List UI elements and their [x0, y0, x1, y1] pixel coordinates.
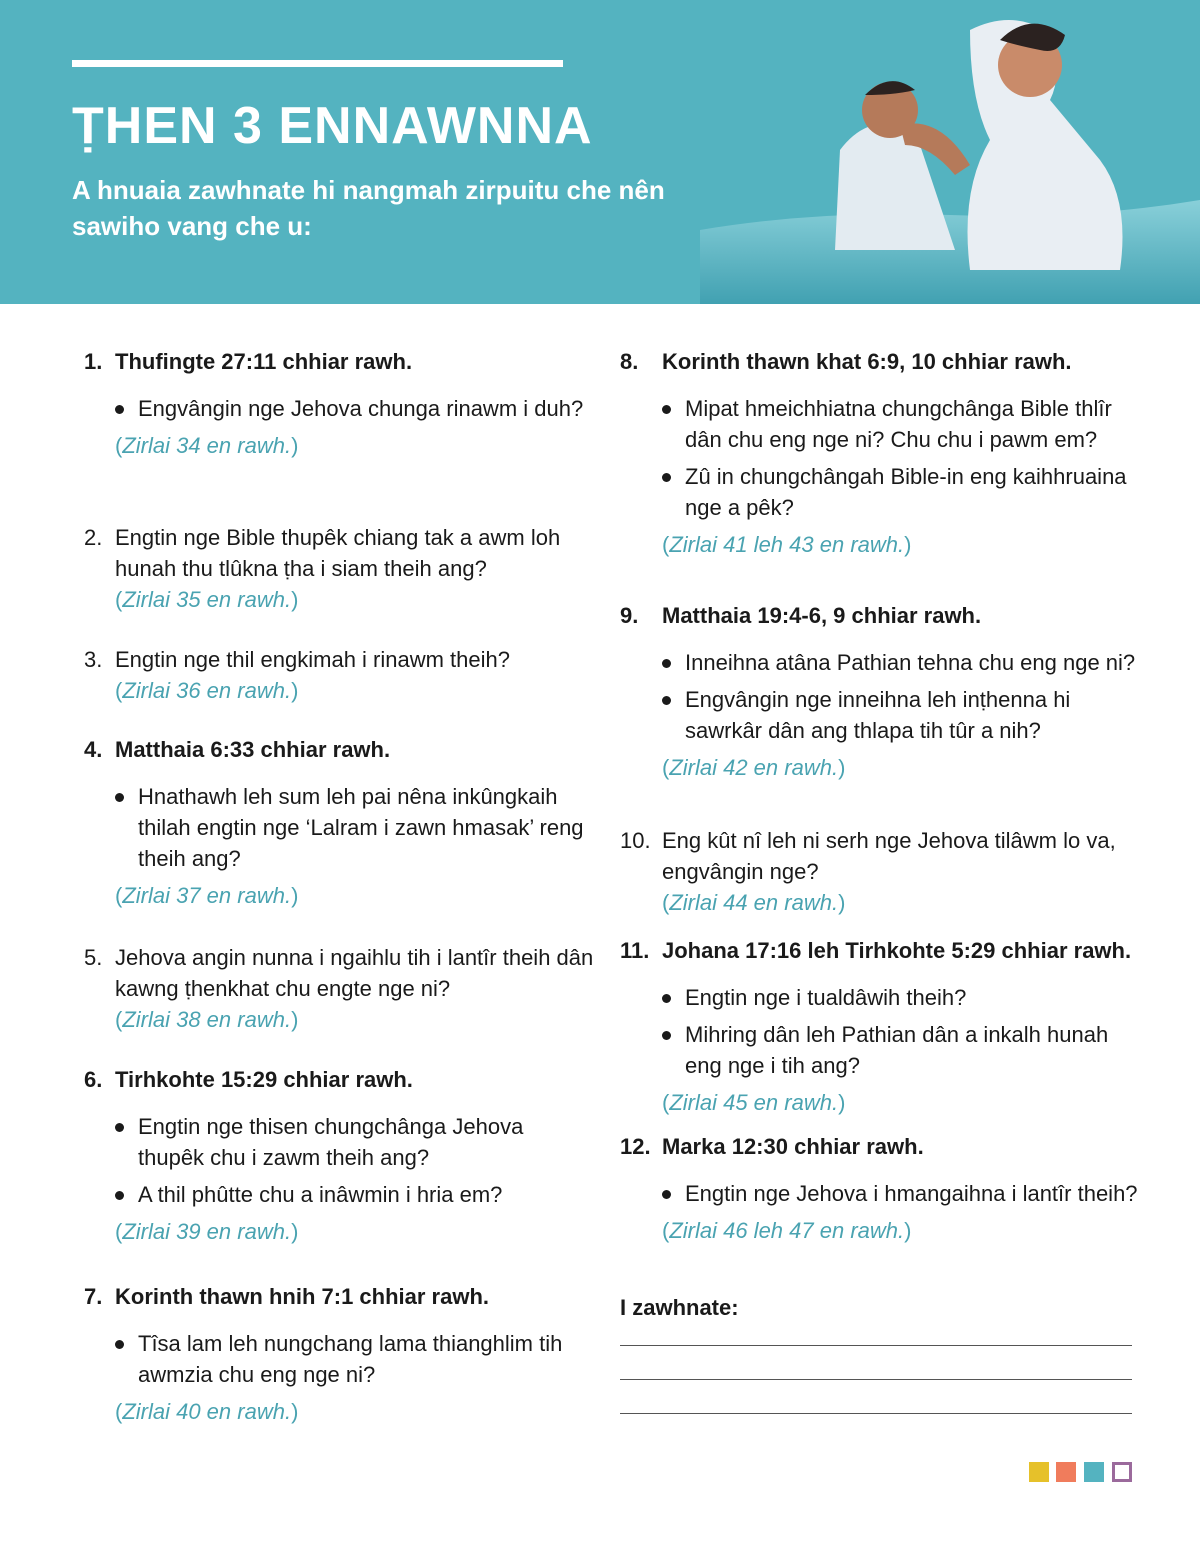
question-number: 8. [620, 349, 639, 374]
question-heading: Eng kût nî leh ni serh nge Jehova tilâwm lo va, engvângin nge? [662, 828, 1116, 884]
header-banner [0, 0, 1200, 304]
question-heading: Korinth thawn khat 6:9, 10 chhiar rawh. [662, 349, 1072, 374]
question-heading: Marka 12:30 chhiar rawh. [662, 1134, 924, 1159]
page-subtitle: A hnuaia zawhnate hi nangmah zirpuitu che nên sawiho vang che u: [72, 175, 665, 241]
question-heading: Thufingte 27:11 chhiar rawh. [115, 349, 413, 374]
question-1 [84, 346, 594, 461]
question-number: 9. [620, 603, 639, 628]
question-12 [620, 1131, 1140, 1246]
question-heading: Korinth thawn hnih 7:1 chhiar rawh. [115, 1284, 490, 1309]
bullet-item: A thil phûtte chu a inâwmin i hria em? [115, 1179, 594, 1210]
question-3 [84, 644, 594, 706]
yellow-square-icon [1029, 1462, 1049, 1482]
reference-text: Zirlai 44 en rawh. [669, 890, 839, 915]
note-line [620, 1379, 1132, 1380]
question-7 [84, 1281, 594, 1427]
reference-text: Zirlai 37 en rawh. [122, 883, 292, 908]
bullet-item: Inneihna atâna Pathian tehna chu eng nge ni? [662, 647, 1140, 678]
reference-text: Zirlai 38 en rawh. [122, 1007, 292, 1032]
bullet-item: Engvângin nge Jehova chunga rinawm i duh? [115, 393, 594, 424]
reference-link[interactable]: (Zirlai 44 en rawh.) [662, 890, 846, 915]
question-8 [620, 346, 1140, 560]
question-number: 7. [84, 1284, 103, 1309]
question-number: 11. [620, 938, 650, 963]
reference-link[interactable]: (Zirlai 42 en rawh.) [662, 755, 846, 780]
question-6 [84, 1064, 594, 1247]
reference-text: Zirlai 35 en rawh. [122, 587, 292, 612]
reference-text: Zirlai 41 leh 43 en rawh. [669, 532, 905, 557]
bullet-list [115, 393, 594, 424]
bullet-list [115, 1328, 594, 1390]
purple-outline-square-icon [1112, 1462, 1132, 1482]
reference-text: Zirlai 39 en rawh. [122, 1219, 292, 1244]
reference-text: Zirlai 42 en rawh. [669, 755, 839, 780]
baptism-illustration [700, 0, 1200, 304]
question-heading: Tirhkohte 15:29 chhiar rawh. [115, 1067, 413, 1092]
question-2 [84, 522, 594, 615]
reference-text: Zirlai 46 leh 47 en rawh. [669, 1218, 905, 1243]
bullet-item: Mipat hmeichhiatna chungchânga Bible thlîr dân chu eng nge ni? Chu chu i pawm em? [662, 393, 1140, 455]
bullet-item: Engtin nge thisen chungchânga Jehova thupêk chu i zawm theih ang? [115, 1111, 594, 1173]
reference-link[interactable]: (Zirlai 38 en rawh.) [115, 1007, 299, 1032]
bullet-item: Engtin nge i tualdâwih theih? [662, 982, 1140, 1013]
reference-link[interactable]: (Zirlai 37 en rawh.) [115, 883, 299, 908]
bullet-list [662, 393, 1140, 523]
reference-link[interactable]: (Zirlai 39 en rawh.) [115, 1219, 299, 1244]
question-number: 2. [84, 525, 103, 550]
bullet-list [662, 647, 1140, 746]
question-number: 5. [84, 945, 103, 970]
bullet-list [115, 1111, 594, 1210]
note-line [620, 1413, 1132, 1414]
question-heading: Matthaia 19:4-6, 9 chhiar rawh. [662, 603, 982, 628]
page-title: ṬHEN 3 ENNAWNNA [72, 97, 593, 155]
note-line [620, 1345, 1132, 1346]
question-4 [84, 734, 594, 911]
orange-square-icon [1056, 1462, 1076, 1482]
reference-text: Zirlai 36 en rawh. [122, 678, 292, 703]
notes-label: I zawhnate: [620, 1295, 739, 1320]
teal-square-icon [1084, 1462, 1104, 1482]
reference-text: Zirlai 34 en rawh. [122, 433, 292, 458]
reference-link[interactable]: (Zirlai 36 en rawh.) [115, 678, 299, 703]
question-number: 6. [84, 1067, 103, 1092]
reference-link[interactable]: (Zirlai 34 en rawh.) [115, 433, 299, 458]
reference-link[interactable]: (Zirlai 41 leh 43 en rawh.) [662, 532, 912, 557]
question-11 [620, 935, 1140, 1118]
question-heading: Jehova angin nunna i ngaihlu tih i lantîr theih dân kawng ṭhenkhat chu engte nge ni? [115, 945, 594, 1001]
question-number: 10. [620, 828, 651, 853]
question-9 [620, 600, 1140, 783]
bullet-list [662, 982, 1140, 1081]
reference-text: Zirlai 40 en rawh. [122, 1399, 292, 1424]
question-5 [84, 942, 594, 1035]
reference-link[interactable]: (Zirlai 40 en rawh.) [115, 1399, 299, 1424]
reference-link[interactable]: (Zirlai 35 en rawh.) [115, 587, 299, 612]
bullet-list [662, 1178, 1140, 1209]
question-number: 4. [84, 737, 103, 762]
question-10 [620, 825, 1140, 918]
reference-text: Zirlai 45 en rawh. [669, 1090, 839, 1115]
question-heading: Engtin nge Bible thupêk chiang tak a awm loh hunah thu tlûkna ṭha i siam theih ang? [115, 525, 561, 581]
header-rule [72, 60, 563, 67]
notes-section [620, 1295, 1132, 1414]
bullet-item: Tîsa lam leh nungchang lama thianghlim tih awmzia chu eng nge ni? [115, 1328, 594, 1390]
bullet-item: Engtin nge Jehova i hmangaihna i lantîr theih? [662, 1178, 1140, 1209]
question-number: 3. [84, 647, 103, 672]
reference-link[interactable]: (Zirlai 46 leh 47 en rawh.) [662, 1218, 912, 1243]
reference-link[interactable]: (Zirlai 45 en rawh.) [662, 1090, 846, 1115]
question-heading: Matthaia 6:33 chhiar rawh. [115, 737, 391, 762]
bullet-item: Engvângin nge inneihna leh inṭhenna hi sawrkâr dân ang thlapa tih tûr a nih? [662, 684, 1140, 746]
bullet-item: Zû in chungchângah Bible-in eng kaihhruaina nge a pêk? [662, 461, 1140, 523]
bullet-item: Hnathawh leh sum leh pai nêna inkûngkaih thilah engtin nge ‘Lalram i zawn hmasak’ reng theih ang? [115, 781, 594, 874]
question-number: 12. [620, 1134, 651, 1159]
question-number: 1. [84, 349, 103, 374]
question-heading: Engtin nge thil engkimah i rinawm theih? [115, 647, 511, 672]
bullet-item: Mihring dân leh Pathian dân a inkalh hunah eng nge i tih ang? [662, 1019, 1140, 1081]
question-heading: Johana 17:16 leh Tirhkohte 5:29 chhiar rawh. [662, 938, 1132, 963]
bullet-list [115, 781, 594, 874]
